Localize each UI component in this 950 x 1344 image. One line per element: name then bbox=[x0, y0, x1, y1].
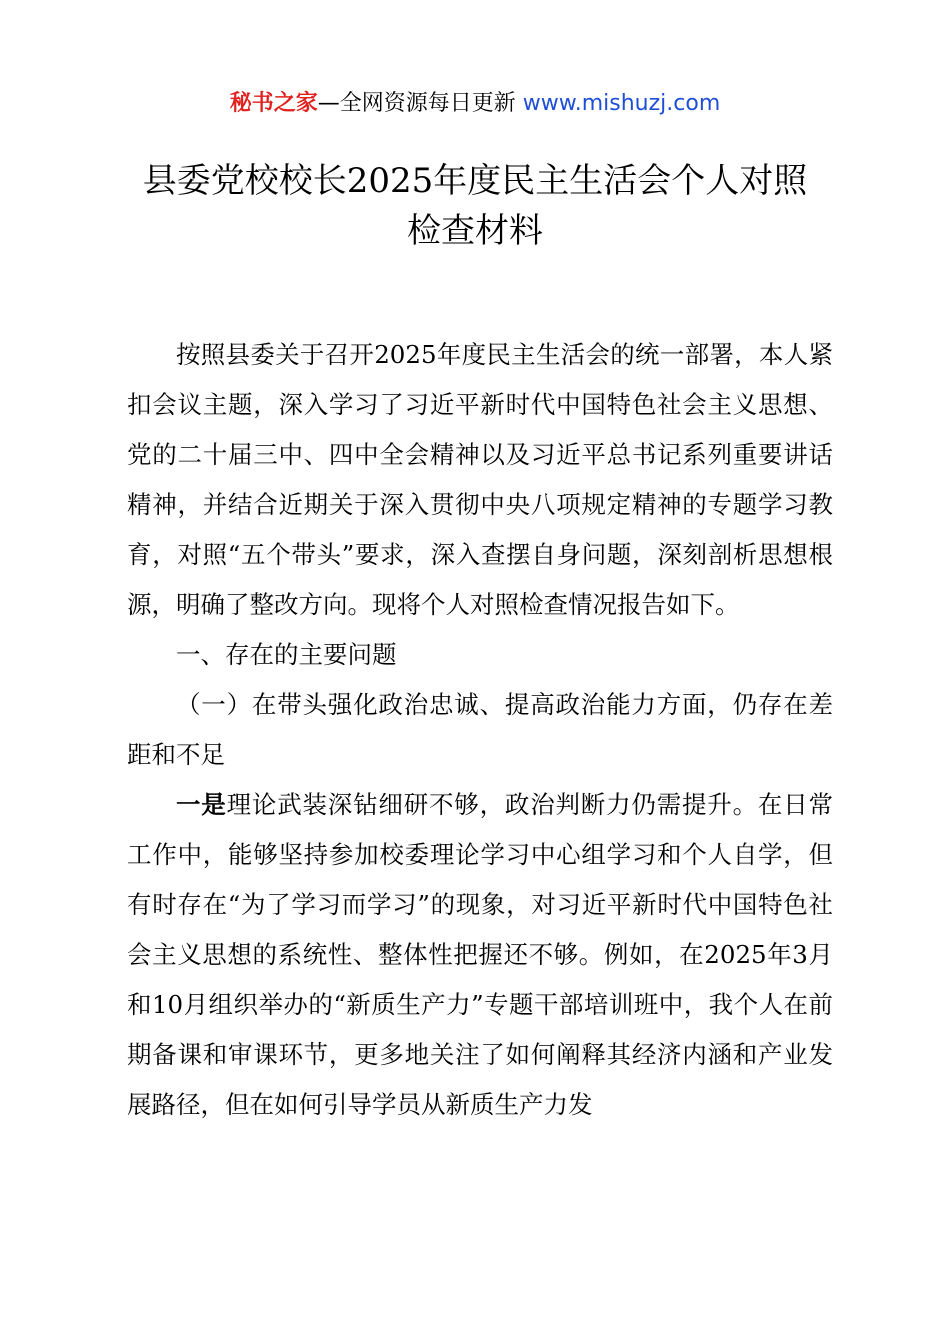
intro-paragraph: 按照县委关于召开2025年度民主生活会的统一部署，本人紧扣会议主题，深入学习了习近平新时代中国特色社会主义思想、党的二十届三中、四中全会精神以及习近平总书记系列重要讲话精神，并结合近期关于深入贯彻中央八项规定精神的专题学习教育，对照“五个带头”要求，深入查摆自身问题，深刻剖析思想根源，明确了整改方向。现将个人对照检查情况报告如下。 bbox=[127, 340, 833, 619]
document-title bbox=[100, 156, 850, 256]
document-body bbox=[127, 330, 833, 1130]
subsection-heading: （一）在带头强化政治忠诚、提高政治能力方面，仍存在差距和不足 bbox=[127, 690, 833, 769]
title-line-2: 检查材料 bbox=[407, 211, 543, 251]
title-line-1: 县委党校校长2025年度民主生活会个人对照 bbox=[142, 161, 808, 201]
site-tagline: —全网资源每日更新 bbox=[317, 91, 516, 116]
point-paragraph bbox=[127, 780, 833, 1130]
site-header bbox=[0, 88, 950, 120]
site-url-link[interactable]: www.mishuzj.com bbox=[522, 91, 721, 116]
point-lead: 一是 bbox=[176, 790, 227, 819]
section-heading: 一、存在的主要问题 bbox=[176, 640, 397, 669]
point-text: 理论武装深钻细研不够，政治判断力仍需提升。在日常工作中，能够坚持参加校委理论学习中心组学习和个人自学，但有时存在“为了学习而学习”的现象，对习近平新时代中国特色社会主义思想的系统性、整体性把握还不够。例如，在2025年3月和10月组织举办的“新质生产力”专题干部培训班中，我个人在前期备课和审课环节，更多地关注了如何阐释其经济内涵和产业发展路径，但在如何引导学员从新质生产力发 bbox=[127, 790, 834, 1119]
site-brand: 秘书之家 bbox=[229, 91, 318, 116]
